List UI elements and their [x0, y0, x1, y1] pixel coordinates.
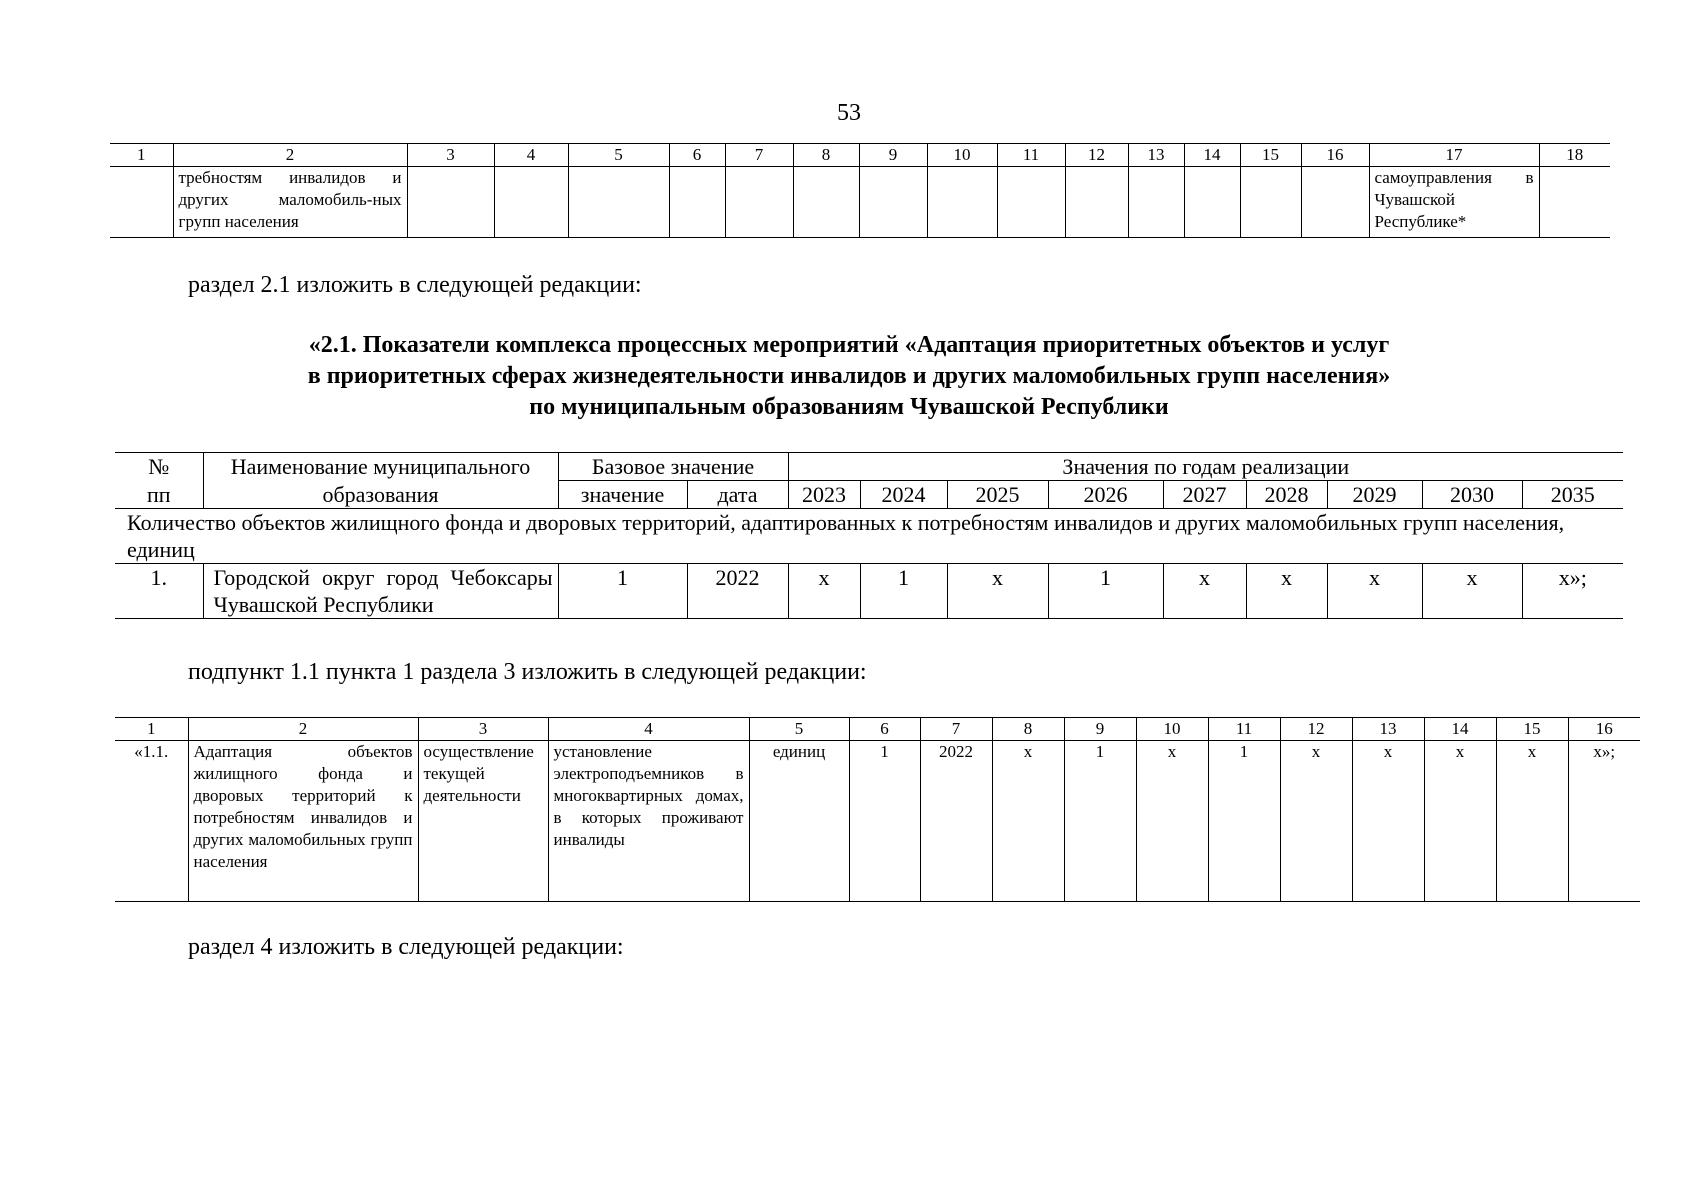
- year-value: 1: [860, 564, 947, 619]
- year-value: х: [947, 564, 1048, 619]
- table-cell: 2022: [920, 741, 992, 902]
- header-cell: Значения по годам реализации: [788, 453, 1623, 481]
- municipality-name: Городской округ город Чебоксары Чувашской Республики: [203, 564, 558, 619]
- header-cell: 15: [1496, 718, 1568, 741]
- table-cell: х: [1496, 741, 1568, 902]
- activities-table: [115, 717, 1640, 902]
- table-header-row: [110, 144, 1610, 167]
- header-cell: Базовое значение: [558, 453, 788, 481]
- table-cell: х»;: [1568, 741, 1640, 902]
- header-cell: 7: [920, 718, 992, 741]
- header-cell: 10: [1136, 718, 1208, 741]
- table-cell: х: [1280, 741, 1352, 902]
- table-cell: «1.1.: [115, 741, 188, 902]
- year-header: 2023: [788, 481, 860, 509]
- header-cell: 5: [749, 718, 849, 741]
- table-cell: х: [1136, 741, 1208, 902]
- table-cell: требностям инвалидов и других маломобиль-ных групп населения: [173, 167, 407, 238]
- year-value: х: [788, 564, 860, 619]
- table-cell: [407, 167, 494, 238]
- year-header: 2025: [947, 481, 1048, 509]
- header-cell: 6: [669, 144, 725, 167]
- header-cell: 15: [1240, 144, 1301, 167]
- header-cell: 4: [494, 144, 568, 167]
- page-number: 53: [837, 100, 861, 126]
- year-header: 2027: [1163, 481, 1246, 509]
- base-date: 2022: [687, 564, 788, 619]
- header-cell: 1: [110, 144, 173, 167]
- header-cell: образования: [203, 481, 558, 509]
- header-cell: 17: [1369, 144, 1539, 167]
- header-cell: пп: [115, 481, 203, 509]
- instruction-paragraph: раздел 4 изложить в следующей редакции:: [188, 934, 624, 960]
- year-header: 2029: [1327, 481, 1422, 509]
- heading-line: «2.1. Показатели комплекса процессных мероприятий «Адаптация приоритетных объектов и услуг: [308, 332, 1390, 358]
- table-cell: х: [992, 741, 1064, 902]
- table-cell: [568, 167, 669, 238]
- table-cell: 1: [1064, 741, 1136, 902]
- header-cell: 5: [568, 144, 669, 167]
- header-cell: 2: [188, 718, 418, 741]
- year-value: х»;: [1522, 564, 1623, 619]
- header-cell: значение: [558, 481, 687, 509]
- table-cell: [1301, 167, 1369, 238]
- header-cell: 8: [992, 718, 1064, 741]
- table-cell: [669, 167, 725, 238]
- table-cell: 1: [1208, 741, 1280, 902]
- table-cell: [1184, 167, 1240, 238]
- year-header: 2024: [860, 481, 947, 509]
- header-cell: 12: [1065, 144, 1128, 167]
- table-row: [110, 167, 1610, 238]
- header-cell: 9: [1064, 718, 1136, 741]
- year-header: 2028: [1246, 481, 1327, 509]
- table-row: [115, 564, 1623, 619]
- heading-line: по муниципальным образованиям Чувашской Республики: [529, 394, 1169, 420]
- table-cell: самоуправления в Чувашской Республике*: [1369, 167, 1539, 238]
- table-cell: единиц: [749, 741, 849, 902]
- header-cell: 6: [849, 718, 920, 741]
- table-cell: [725, 167, 793, 238]
- table-header-row: [115, 718, 1640, 741]
- section-row-cell: Количество объектов жилищного фонда и дворовых территорий, адаптированных к потребностям инвалидов и других маломобильных групп населения, единиц: [115, 509, 1623, 564]
- base-value: 1: [558, 564, 687, 619]
- table-cell: х: [1424, 741, 1496, 902]
- table-cell: [859, 167, 927, 238]
- table-header-row: [115, 481, 1623, 509]
- header-cell: №: [115, 453, 203, 481]
- table-cell: осуществление текущей деятельности: [418, 741, 548, 902]
- header-cell: 8: [793, 144, 859, 167]
- header-cell: 10: [927, 144, 997, 167]
- table-cell: [494, 167, 568, 238]
- year-value: 1: [1048, 564, 1163, 619]
- header-cell: 7: [725, 144, 793, 167]
- header-cell: 1: [115, 718, 188, 741]
- table-cell: [927, 167, 997, 238]
- section-row: [115, 509, 1623, 564]
- instruction-paragraph: подпункт 1.1 пункта 1 раздела 3 изложить в следующей редакции:: [188, 659, 867, 685]
- header-cell: дата: [687, 481, 788, 509]
- header-cell: 9: [859, 144, 927, 167]
- header-cell: 11: [997, 144, 1065, 167]
- year-header: 2030: [1422, 481, 1522, 509]
- section-heading: [0, 330, 1698, 423]
- indicators-table: [115, 452, 1623, 619]
- table-cell: [997, 167, 1065, 238]
- table-cell: х: [1352, 741, 1424, 902]
- table-row: [115, 741, 1640, 902]
- table-cell: [110, 167, 173, 238]
- header-cell: 18: [1539, 144, 1610, 167]
- table-header-row: [115, 453, 1623, 481]
- header-cell: 14: [1424, 718, 1496, 741]
- table-cell: [1128, 167, 1184, 238]
- header-cell: 11: [1208, 718, 1280, 741]
- year-value: х: [1327, 564, 1422, 619]
- header-cell: 14: [1184, 144, 1240, 167]
- header-cell: 13: [1352, 718, 1424, 741]
- header-cell: 16: [1568, 718, 1640, 741]
- continuation-table: [110, 143, 1610, 238]
- year-value: х: [1246, 564, 1327, 619]
- header-cell: 3: [418, 718, 548, 741]
- year-header: 2035: [1522, 481, 1623, 509]
- table-cell: 1: [849, 741, 920, 902]
- header-cell: 3: [407, 144, 494, 167]
- header-cell: 13: [1128, 144, 1184, 167]
- table-cell: [1539, 167, 1610, 238]
- year-value: х: [1163, 564, 1246, 619]
- header-cell: 16: [1301, 144, 1369, 167]
- table-cell: [1065, 167, 1128, 238]
- table-cell: [1240, 167, 1301, 238]
- header-cell: Наименование муниципального: [203, 453, 558, 481]
- row-number: 1.: [115, 564, 203, 619]
- header-cell: 4: [548, 718, 749, 741]
- heading-line: в приоритетных сферах жизнедеятельности инвалидов и других маломобильных групп населения»: [307, 363, 1391, 389]
- header-cell: 12: [1280, 718, 1352, 741]
- instruction-paragraph: раздел 2.1 изложить в следующей редакции:: [188, 272, 642, 298]
- year-value: х: [1422, 564, 1522, 619]
- header-cell: 2: [173, 144, 407, 167]
- table-cell: установление электроподъемников в многоквартирных домах, в которых проживают инвалиды: [548, 741, 749, 902]
- table-cell: [793, 167, 859, 238]
- table-cell: Адаптация объектов жилищного фонда и дворовых территорий к потребностям инвалидов и других маломобильных групп населения: [188, 741, 418, 902]
- year-header: 2026: [1048, 481, 1163, 509]
